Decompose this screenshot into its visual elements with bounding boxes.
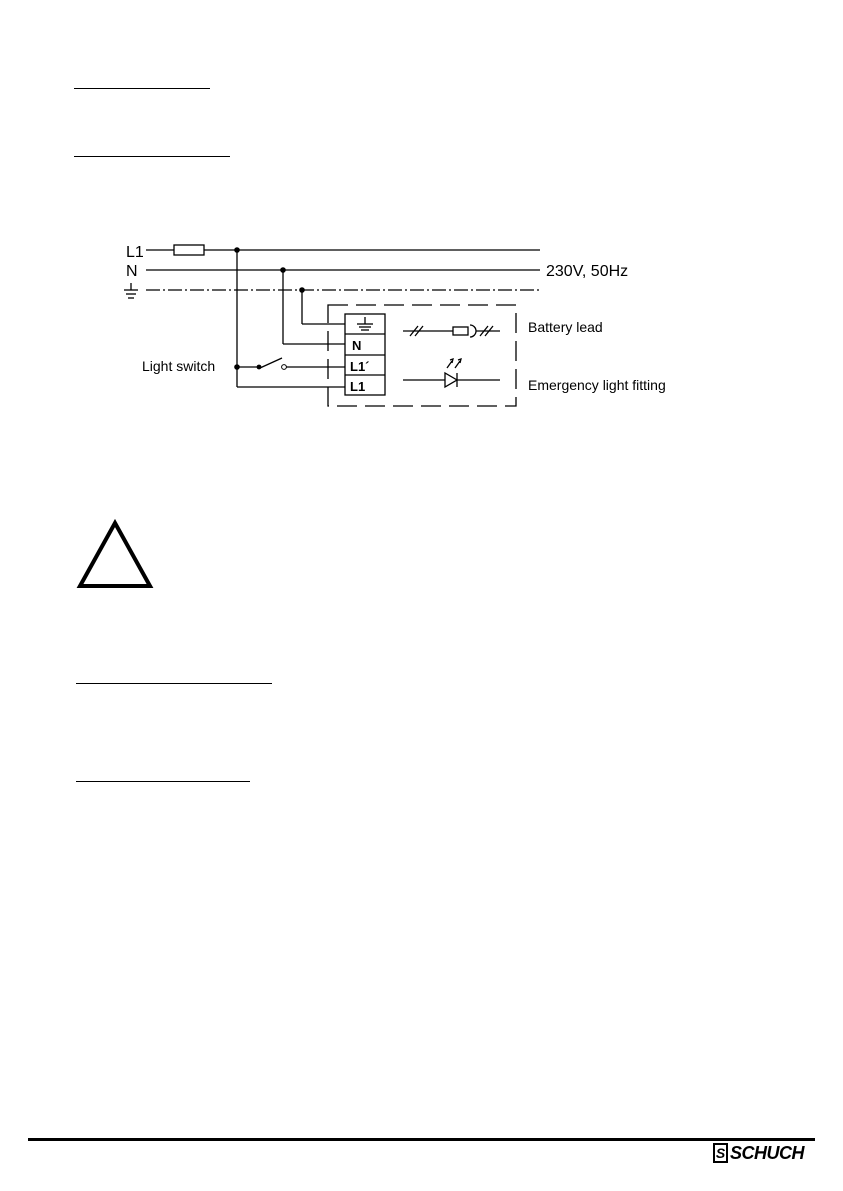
warning-triangle-icon [76, 518, 154, 590]
terminal-label-l1-prime: L1´ [350, 359, 370, 374]
fuse-symbol [174, 245, 204, 255]
schuch-logo [713, 1141, 804, 1165]
label-n: N [126, 263, 138, 280]
heading-underline-3 [76, 683, 272, 684]
footer-rule [28, 1138, 815, 1141]
logo-letter: S [713, 1143, 728, 1163]
terminal-label-l1: L1 [350, 379, 366, 394]
heading-underline-4 [76, 781, 250, 782]
switch-contact [260, 358, 282, 368]
label-emergency-light-fitting: Emergency light fitting [528, 377, 666, 393]
wiring-diagram [0, 0, 843, 460]
logo-wordmark: SCHUCH [729, 1142, 804, 1163]
label-light-switch: Light switch [142, 358, 216, 374]
label-l1: L1 [126, 244, 144, 261]
label-voltage: 230V, 50Hz [546, 263, 629, 280]
label-battery-lead: Battery lead [528, 319, 603, 335]
battery-connector [453, 327, 468, 335]
terminal-label-n: N [352, 338, 362, 353]
